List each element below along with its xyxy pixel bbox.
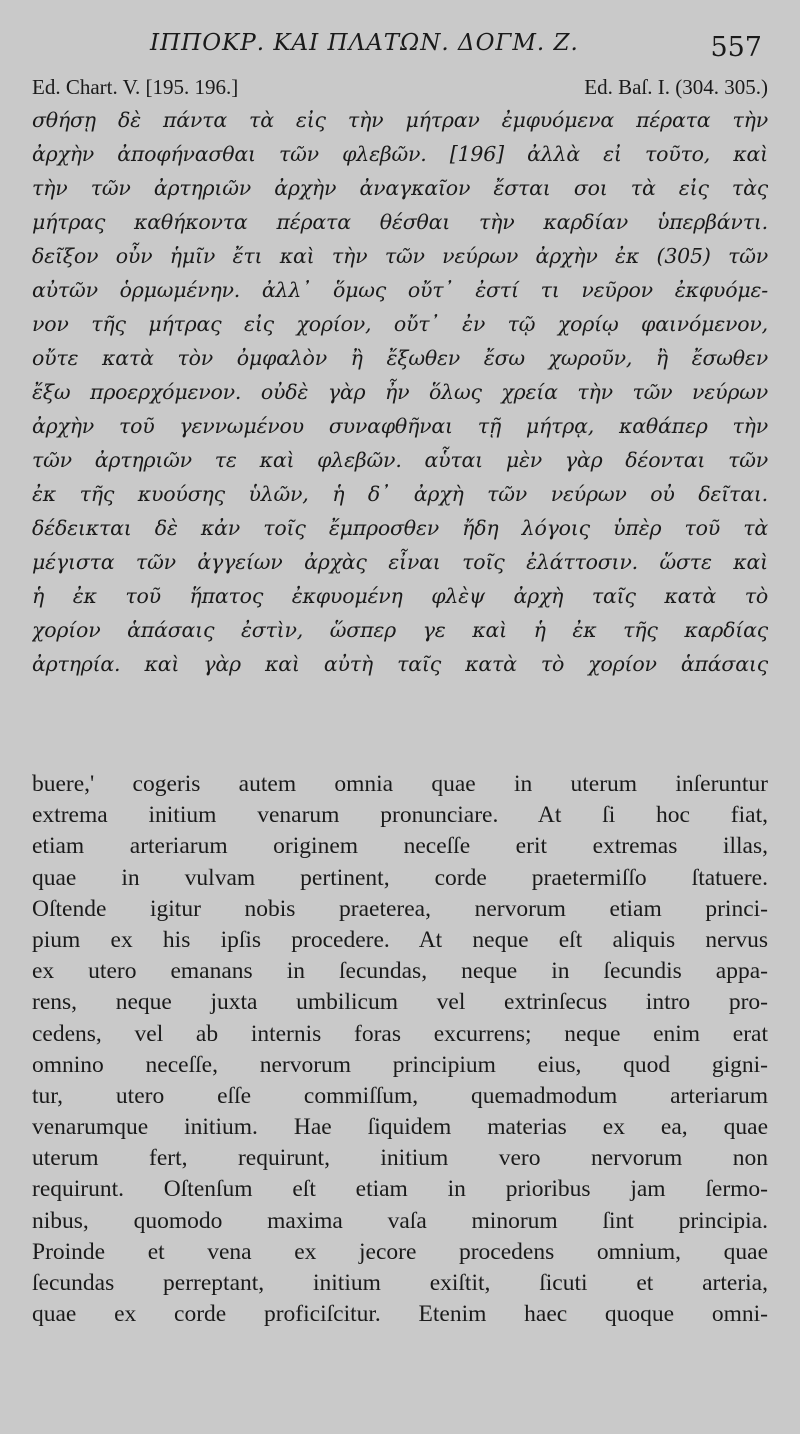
latin-line: requirunt. Oſtenſum eſt etiam in prioribus jam ſermo- — [32, 1176, 768, 1203]
greek-line: μήτρας καθήκοντα πέρατα θέσθαι τὴν καρδίαν ὑπερβάντι. — [32, 210, 768, 234]
latin-line: buere,' cogeris autem omnia quae in uterum inſeruntur — [32, 771, 768, 797]
latin-line: cedens, vel ab internis foras excurrens; neque enim erat — [32, 1020, 768, 1047]
greek-line: νον τῆς μήτρας εἰς χορίον, οὔτ᾽ ἐν τῷ χορίῳ φαινόμενον, — [32, 312, 768, 336]
page-header — [0, 30, 800, 66]
latin-line: uterum fert, requirunt, initium vero nervorum non — [32, 1145, 768, 1172]
latin-line: ex utero emanans in ſecundas, neque in ſecundis appa- — [32, 958, 768, 985]
greek-line: ἀρχὴν τοῦ γεννωμένου συναφθῆναι τῇ μήτρᾳ, καθάπερ τὴν — [32, 414, 768, 438]
greek-line: αὐτῶν ὁρμωμένην. ἀλλ᾽ ὅμως οὔτ᾽ ἐστί τι νεῦρον ἐκφυόμε- — [32, 278, 768, 302]
greek-line: ἐκ τῆς κυούσης ὑλῶν, ἡ δ᾽ ἀρχὴ τῶν νεύρων οὐ δεῖται. — [32, 482, 768, 506]
latin-line: Proinde et vena ex jecore procedens omnium, quae — [32, 1238, 768, 1265]
greek-line: χορίον ἁπάσαις ἐστὶν, ὥσπερ γε καὶ ἡ ἐκ τῆς καρδίας — [32, 618, 768, 642]
latin-line: extrema initium venarum pronunciare. At ſi hoc fiat, — [32, 802, 768, 829]
greek-line: ἀρχὴν ἀποφήνασθαι τῶν φλεβῶν. [196] ἀλλὰ εἰ τοῦτο, καὶ — [32, 142, 768, 166]
greek-line: δέδεικται δὲ κἀν τοῖς ἔμπροσθεν ἤδη λόγοις ὑπὲρ τοῦ τὰ — [32, 516, 768, 540]
latin-line: omnino neceſſe, nervorum principium eius, quod gigni- — [32, 1051, 768, 1078]
latin-line: Oſtende igitur nobis praeterea, nervorum etiam princi- — [32, 895, 768, 922]
running-title: ΙΠΠΟΚΡ. ΚΑΙ ΠΛΑΤΩΝ. ΔΟΓΜ. Ζ. — [150, 30, 579, 56]
latin-text-block — [32, 769, 768, 1330]
greek-line: τῶν ἀρτηριῶν τε καὶ φλεβῶν. αὗται μὲν γὰρ δέονται τῶν — [32, 448, 768, 472]
latin-line: quae in vulvam pertinent, corde praetermiſſo ſtatuere. — [32, 864, 768, 891]
greek-line: ἡ ἐκ τοῦ ἥπατος ἐκφυομένη φλὲψ ἀρχὴ ταῖς κατὰ τὸ — [32, 584, 768, 608]
latin-line: etiam arteriarum originem neceſſe erit extremas illas, — [32, 833, 768, 860]
latin-line: pium ex his ipſis procedere. At neque eſt aliquis nervus — [32, 926, 768, 953]
latin-line: rens, neque juxta umbilicum vel extrinſecus intro pro- — [32, 989, 768, 1016]
greek-line: δεῖξον οὖν ἡμῖν ἔτι καὶ τὴν τῶν νεύρων ἀρχὴν ἐκ (305) τῶν — [32, 244, 768, 268]
edition-reference-line — [32, 75, 768, 103]
greek-line: μέγιστα τῶν ἀγγείων ἀρχὰς εἶναι τοῖς ἐλάττοσιν. ὥστε καὶ — [32, 550, 768, 574]
latin-line: venarumque initium. Hae ſiquidem materias ex ea, quae — [32, 1114, 768, 1141]
latin-line: nibus, quomodo maxima vaſa minorum ſint principia. — [32, 1207, 768, 1234]
latin-line: ſecundas perreptant, initium exiſtit, ſicuti et arteria, — [32, 1270, 768, 1296]
latin-line: quae ex corde proficiſcitur. Etenim haec quoque omni- — [32, 1301, 768, 1328]
greek-line: ἔξω προερχόμενον. οὐδὲ γὰρ ἦν ὅλως χρεία τὴν τῶν νεύρων — [32, 380, 768, 404]
greek-line: σθήσῃ δὲ πάντα τὰ εἰς τὴν μήτραν ἐμφυόμενα πέρατα τὴν — [32, 108, 768, 132]
greek-line: οὔτε κατὰ τὸν ὀμφαλὸν ἢ ἔξωθεν ἔσω χωροῦν, ἢ ἔσωθεν — [32, 346, 768, 370]
page-number: 557 — [710, 32, 762, 63]
latin-line: tur, utero eſſe commiſſum, quemadmodum arteriarum — [32, 1082, 768, 1109]
greek-line: ἀρτηρία. καὶ γὰρ καὶ αὐτὴ ταῖς κατὰ τὸ χορίον ἁπάσαις — [32, 652, 768, 676]
edition-chart-reference: Ed. Chart. V. [195. 196.] — [32, 75, 239, 99]
edition-basel-reference: Ed. Baſ. I. (304. 305.) — [584, 75, 768, 99]
greek-text-block — [32, 103, 768, 681]
greek-line: τὴν τῶν ἀρτηριῶν ἀρχὴν ἀναγκαῖον ἔσται σοι τὰ εἰς τὰς — [32, 176, 768, 200]
